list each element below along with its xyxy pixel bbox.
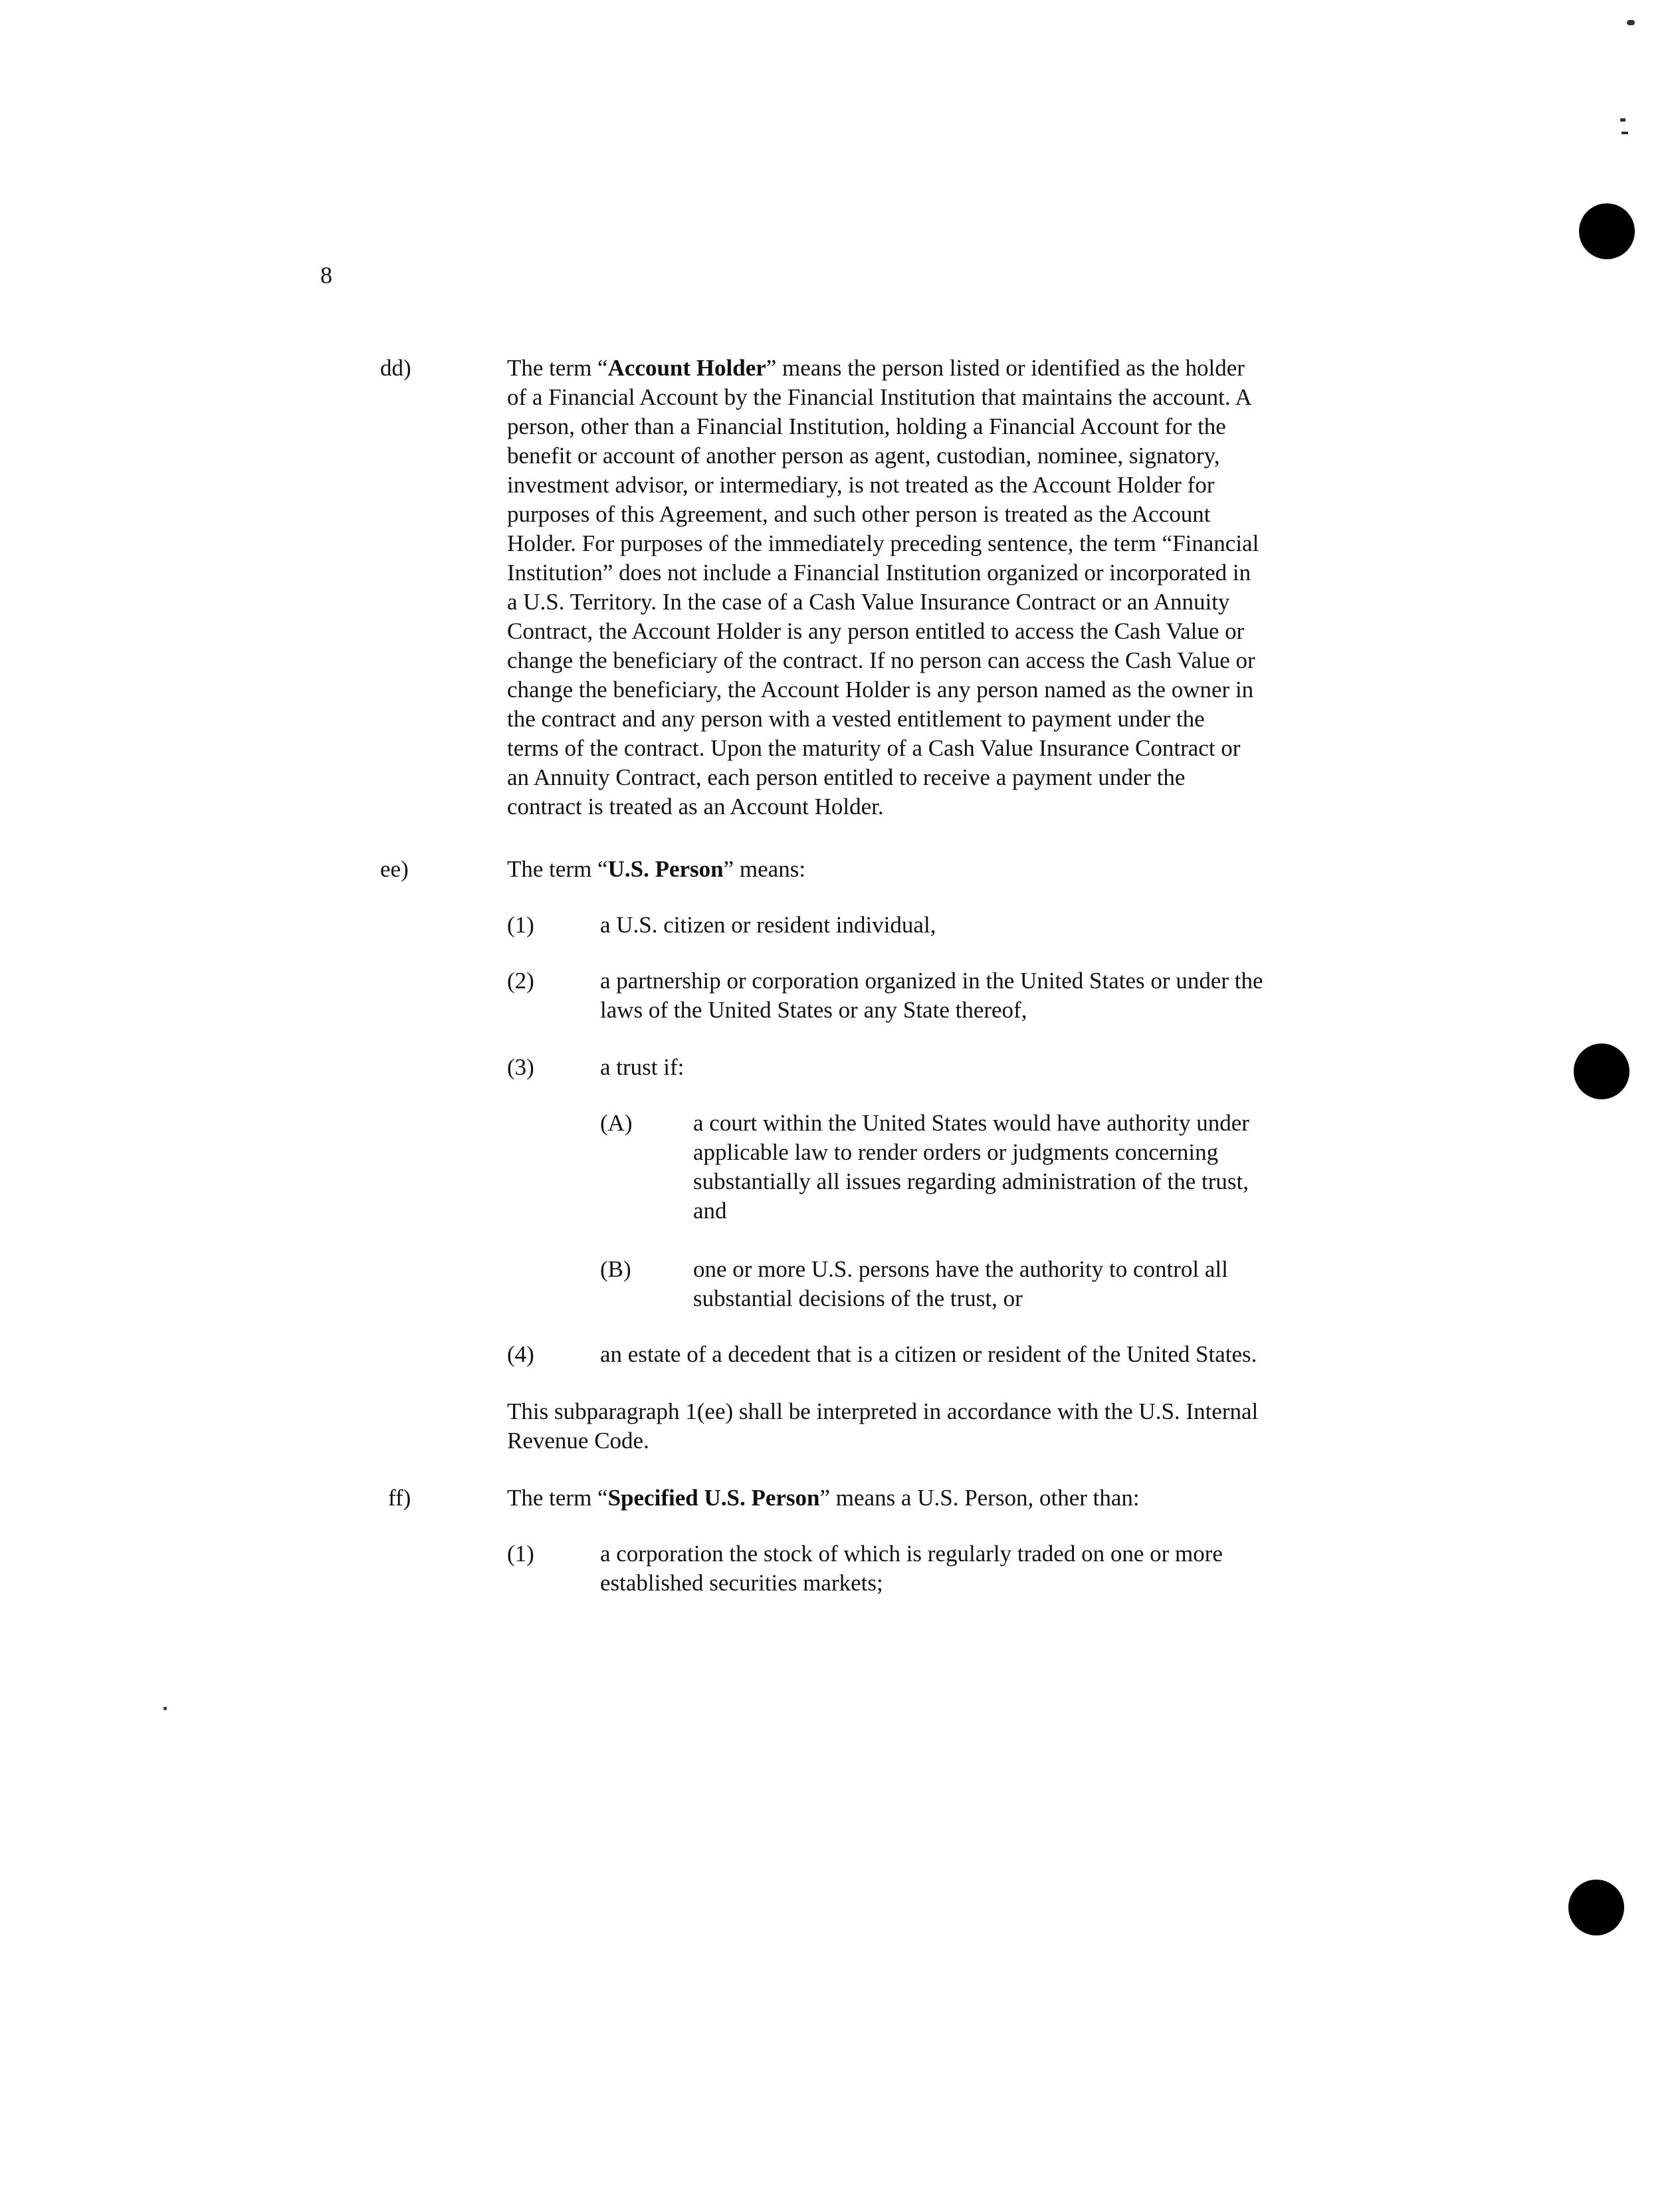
- text-line: substantial decisions of the trust, or: [693, 1285, 1023, 1311]
- text-line: laws of the United States or any State thereof,: [600, 997, 1027, 1023]
- page-number: 8: [320, 262, 332, 288]
- list-item: [600, 1539, 1378, 1598]
- text-line: contract is treated as an Account Holder.: [507, 794, 884, 820]
- sub-list-item: [693, 1255, 1331, 1313]
- definition-lead: The term “: [507, 856, 608, 882]
- text-line: a U.S. citizen or resident individual,: [600, 912, 936, 938]
- binder-hole-bottom: [1568, 1880, 1624, 1935]
- text-line: one or more U.S. persons have the authority to control all: [693, 1256, 1228, 1282]
- definition-label-ee: ee): [380, 856, 409, 882]
- definition-dd-text: [507, 354, 1371, 821]
- definition-tail: ” means:: [723, 856, 806, 882]
- item-number: (3): [507, 1054, 534, 1080]
- text-line: a partnership or corporation organized in the United States or under the: [600, 968, 1263, 994]
- list-item: [600, 911, 1378, 940]
- text-line: Revenue Code.: [507, 1428, 649, 1454]
- item-number: (2): [507, 968, 534, 994]
- defined-term-account-holder: Account Holder: [607, 355, 766, 381]
- list-item: [600, 1340, 1378, 1369]
- text-line: established securities markets;: [600, 1570, 883, 1596]
- text-line: Holder. For purposes of the immediately preceding sentence, the term “Financial: [507, 530, 1259, 556]
- definition-ff-text: [507, 1483, 1371, 1513]
- text-line: a U.S. Territory. In the case of a Cash Value Insurance Contract or an Annuity: [507, 589, 1230, 615]
- definition-tail: ” means a U.S. Person, other than:: [819, 1485, 1140, 1511]
- text-line: Contract, the Account Holder is any person entitled to access the Cash Value or: [507, 618, 1245, 644]
- text-line: a court within the United States would have authority under: [693, 1110, 1249, 1136]
- scan-speck: [1622, 132, 1628, 134]
- defined-term-us-person: U.S. Person: [607, 856, 724, 882]
- text-line: and: [693, 1198, 727, 1224]
- text-line: an Annuity Contract, each person entitled to receive a payment under the: [507, 764, 1186, 790]
- binder-hole-middle: [1574, 1043, 1629, 1099]
- list-item: [600, 966, 1378, 1025]
- binder-hole-top: [1579, 203, 1635, 259]
- text-line: a trust if:: [600, 1054, 684, 1080]
- text-line: purposes of this Agreement, and such other person is treated as the Account: [507, 501, 1211, 527]
- scan-speck: [1620, 118, 1626, 122]
- item-number: (1): [507, 912, 534, 938]
- text-line: an estate of a decedent that is a citizen or resident of the United States.: [600, 1341, 1257, 1367]
- text-line: benefit or account of another person as agent, custodian, nominee, signatory,: [507, 443, 1220, 469]
- scan-speck: [1627, 20, 1635, 25]
- definition-ee-text: [507, 855, 1371, 884]
- text-line: change the beneficiary of the contract. If no person can access the Cash Value or: [507, 647, 1255, 673]
- sub-list-item: [693, 1109, 1331, 1226]
- text-line: a corporation the stock of which is regularly traded on one or more: [600, 1541, 1223, 1567]
- definition-ee-closing: [507, 1397, 1371, 1456]
- item-number: (1): [507, 1541, 534, 1567]
- scan-speck: [163, 1707, 167, 1710]
- text-line: person, other than a Financial Institution, holding a Financial Account for the: [507, 413, 1226, 439]
- list-item: [600, 1053, 1378, 1082]
- subitem-number: (A): [600, 1110, 633, 1136]
- definition-lead: The term “: [507, 355, 608, 381]
- text-line: change the beneficiary, the Account Holder is any person named as the owner in: [507, 677, 1254, 703]
- definition-label-ff: ff): [388, 1485, 411, 1511]
- definition-label-dd: dd): [380, 355, 411, 381]
- text-line: the contract and any person with a vested entitlement to payment under the: [507, 706, 1205, 732]
- text-line: applicable law to render orders or judgments concerning: [693, 1139, 1219, 1165]
- subitem-number: (B): [600, 1256, 631, 1282]
- text-line: This subparagraph 1(ee) shall be interpreted in accordance with the U.S. Internal: [507, 1398, 1259, 1424]
- item-number: (4): [507, 1341, 534, 1367]
- text-line: ” means the person listed or identified as the holder: [766, 355, 1245, 381]
- text-line: Institution” does not include a Financial Institution organized or incorporated in: [507, 560, 1251, 586]
- text-line: investment advisor, or intermediary, is not treated as the Account Holder for: [507, 472, 1215, 498]
- text-line: substantially all issues regarding administration of the trust,: [693, 1168, 1249, 1194]
- text-line: of a Financial Account by the Financial Institution that maintains the account. A: [507, 384, 1252, 410]
- defined-term-specified-us-person: Specified U.S. Person: [607, 1485, 820, 1511]
- definition-lead: The term “: [507, 1485, 608, 1511]
- text-line: terms of the contract. Upon the maturity of a Cash Value Insurance Contract or: [507, 735, 1241, 761]
